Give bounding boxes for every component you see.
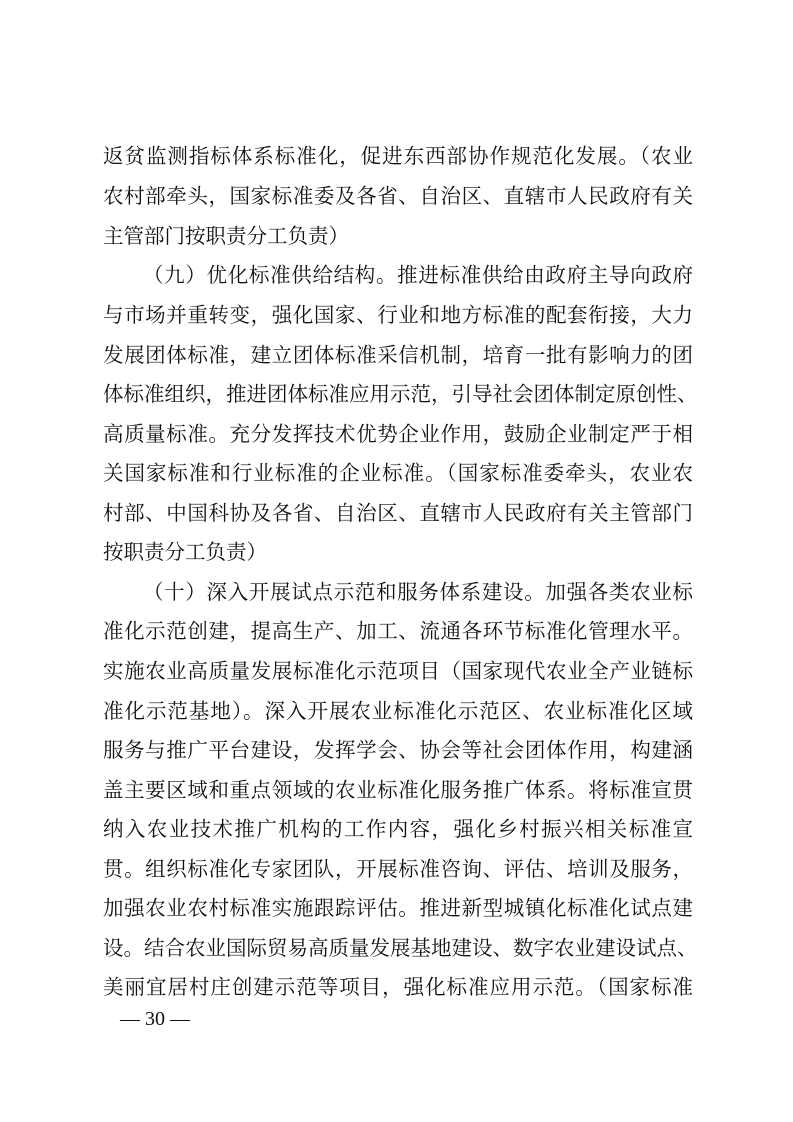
text-line: 准化示范基地）。深入开展农业标准化示范区、农业标准化区域 (103, 699, 693, 723)
text-line: 加强农业农村标准实施跟踪评估。推进新型城镇化标准化试点建 (103, 896, 693, 920)
text-line: 体标准组织，推进团体标准应用示范，引导社会团体制定原创性、 (103, 382, 698, 406)
text-line: 按职责分工负责） (103, 540, 267, 564)
text-line: 贯。组织标准化专家团队，开展标准咨询、评估、培训及服务， (103, 857, 693, 881)
text-line: 盖主要区域和重点领域的农业标准化服务推广体系。将标准宣贯 (103, 778, 693, 802)
text-line: 发展团体标准，建立团体标准采信机制，培育一批有影响力的团 (103, 343, 693, 367)
text-line: 与市场并重转变，强化国家、行业和地方标准的配套衔接，大力 (103, 303, 693, 327)
text-line: 高质量标准。充分发挥技术优势企业作用，鼓励企业制定严于相 (103, 422, 693, 446)
paragraph-heading-line: （十）深入开展试点示范和服务体系建设。加强各类农业标 (143, 580, 693, 604)
text-line: 服务与推广平台建设，发挥学会、协会等社会团体作用，构建涵 (103, 738, 693, 762)
text-line: 返贫监测指标体系标准化，促进东西部协作规范化发展。（农业 (103, 144, 693, 168)
text-line: 美丽宜居村庄创建示范等项目，强化标准应用示范。（国家标准 (103, 975, 693, 999)
text-line: 实施农业高质量发展标准化示范项目（国家现代农业全产业链标 (103, 659, 693, 683)
text-line: 村部、中国科协及各省、自治区、直辖市人民政府有关主管部门 (103, 501, 693, 525)
text-line: 主管部门按职责分工负责） (103, 224, 349, 248)
text-line: 纳入农业技术推广机构的工作内容，强化乡村振兴相关标准宣 (103, 817, 693, 841)
text-line: 关国家标准和行业标准的企业标准。（国家标准委牵头，农业农 (103, 461, 693, 485)
text-line: 准化示范创建，提高生产、加工、流通各环节标准化管理水平。 (103, 619, 693, 643)
text-line: 设。结合农业国际贸易高质量发展基地建设、数字农业建设试点、 (103, 936, 698, 960)
text-line: 农村部牵头，国家标准委及各省、自治区、直辖市人民政府有关 (103, 184, 693, 208)
paragraph-heading-line: （九）优化标准供给结构。推进标准供给由政府主导向政府 (143, 263, 693, 287)
page-number: — 30 — (120, 1008, 190, 1030)
